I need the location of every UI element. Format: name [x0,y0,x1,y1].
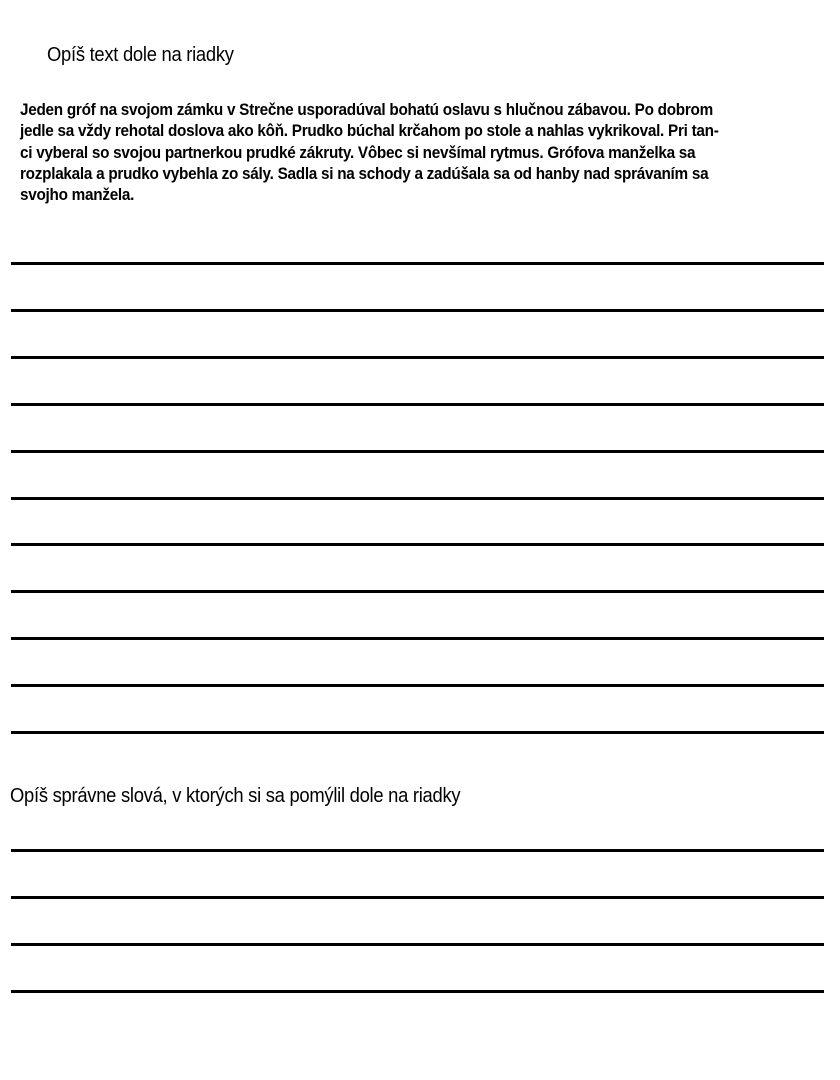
source-text-line: ci vyberal so svojou partnerkou prudké zákruty. Vôbec si nevšímal rytmus. Grófova manželka sa [20,142,696,162]
writing-line [11,309,824,312]
writing-line [11,849,824,852]
writing-line [11,262,824,265]
task1-source-text [20,99,719,205]
source-text-line: svojho manžela. [20,185,135,205]
writing-line [11,684,824,687]
writing-line [11,731,824,734]
writing-line [11,450,824,453]
writing-line [11,590,824,593]
writing-line [11,990,824,993]
task2-title: Opíš správne slová, v ktorých si sa pomýlil dole na riadky [10,785,461,807]
writing-line [11,403,824,406]
source-text-line: rozplakala a prudko vybehla zo sály. Sadla si na schody a zadúšala sa od hanby nad správaním sa [20,163,709,183]
writing-line [11,543,824,546]
source-text-line: Jeden gróf na svojom zámku v Strečne usporadúval bohatú oslavu s hlučnou zábavou. Po dobrom [20,100,713,119]
source-text-line: jedle sa vždy rehotal doslova ako kôň. Prudko búchal krčahom po stole a nahlas vykrikoval. Pri tan- [20,121,719,141]
writing-line [11,637,824,640]
writing-line [11,943,824,946]
writing-line [11,497,824,500]
writing-line [11,356,824,359]
task1-title: Opíš text dole na riadky [47,44,234,66]
writing-line [11,896,824,899]
